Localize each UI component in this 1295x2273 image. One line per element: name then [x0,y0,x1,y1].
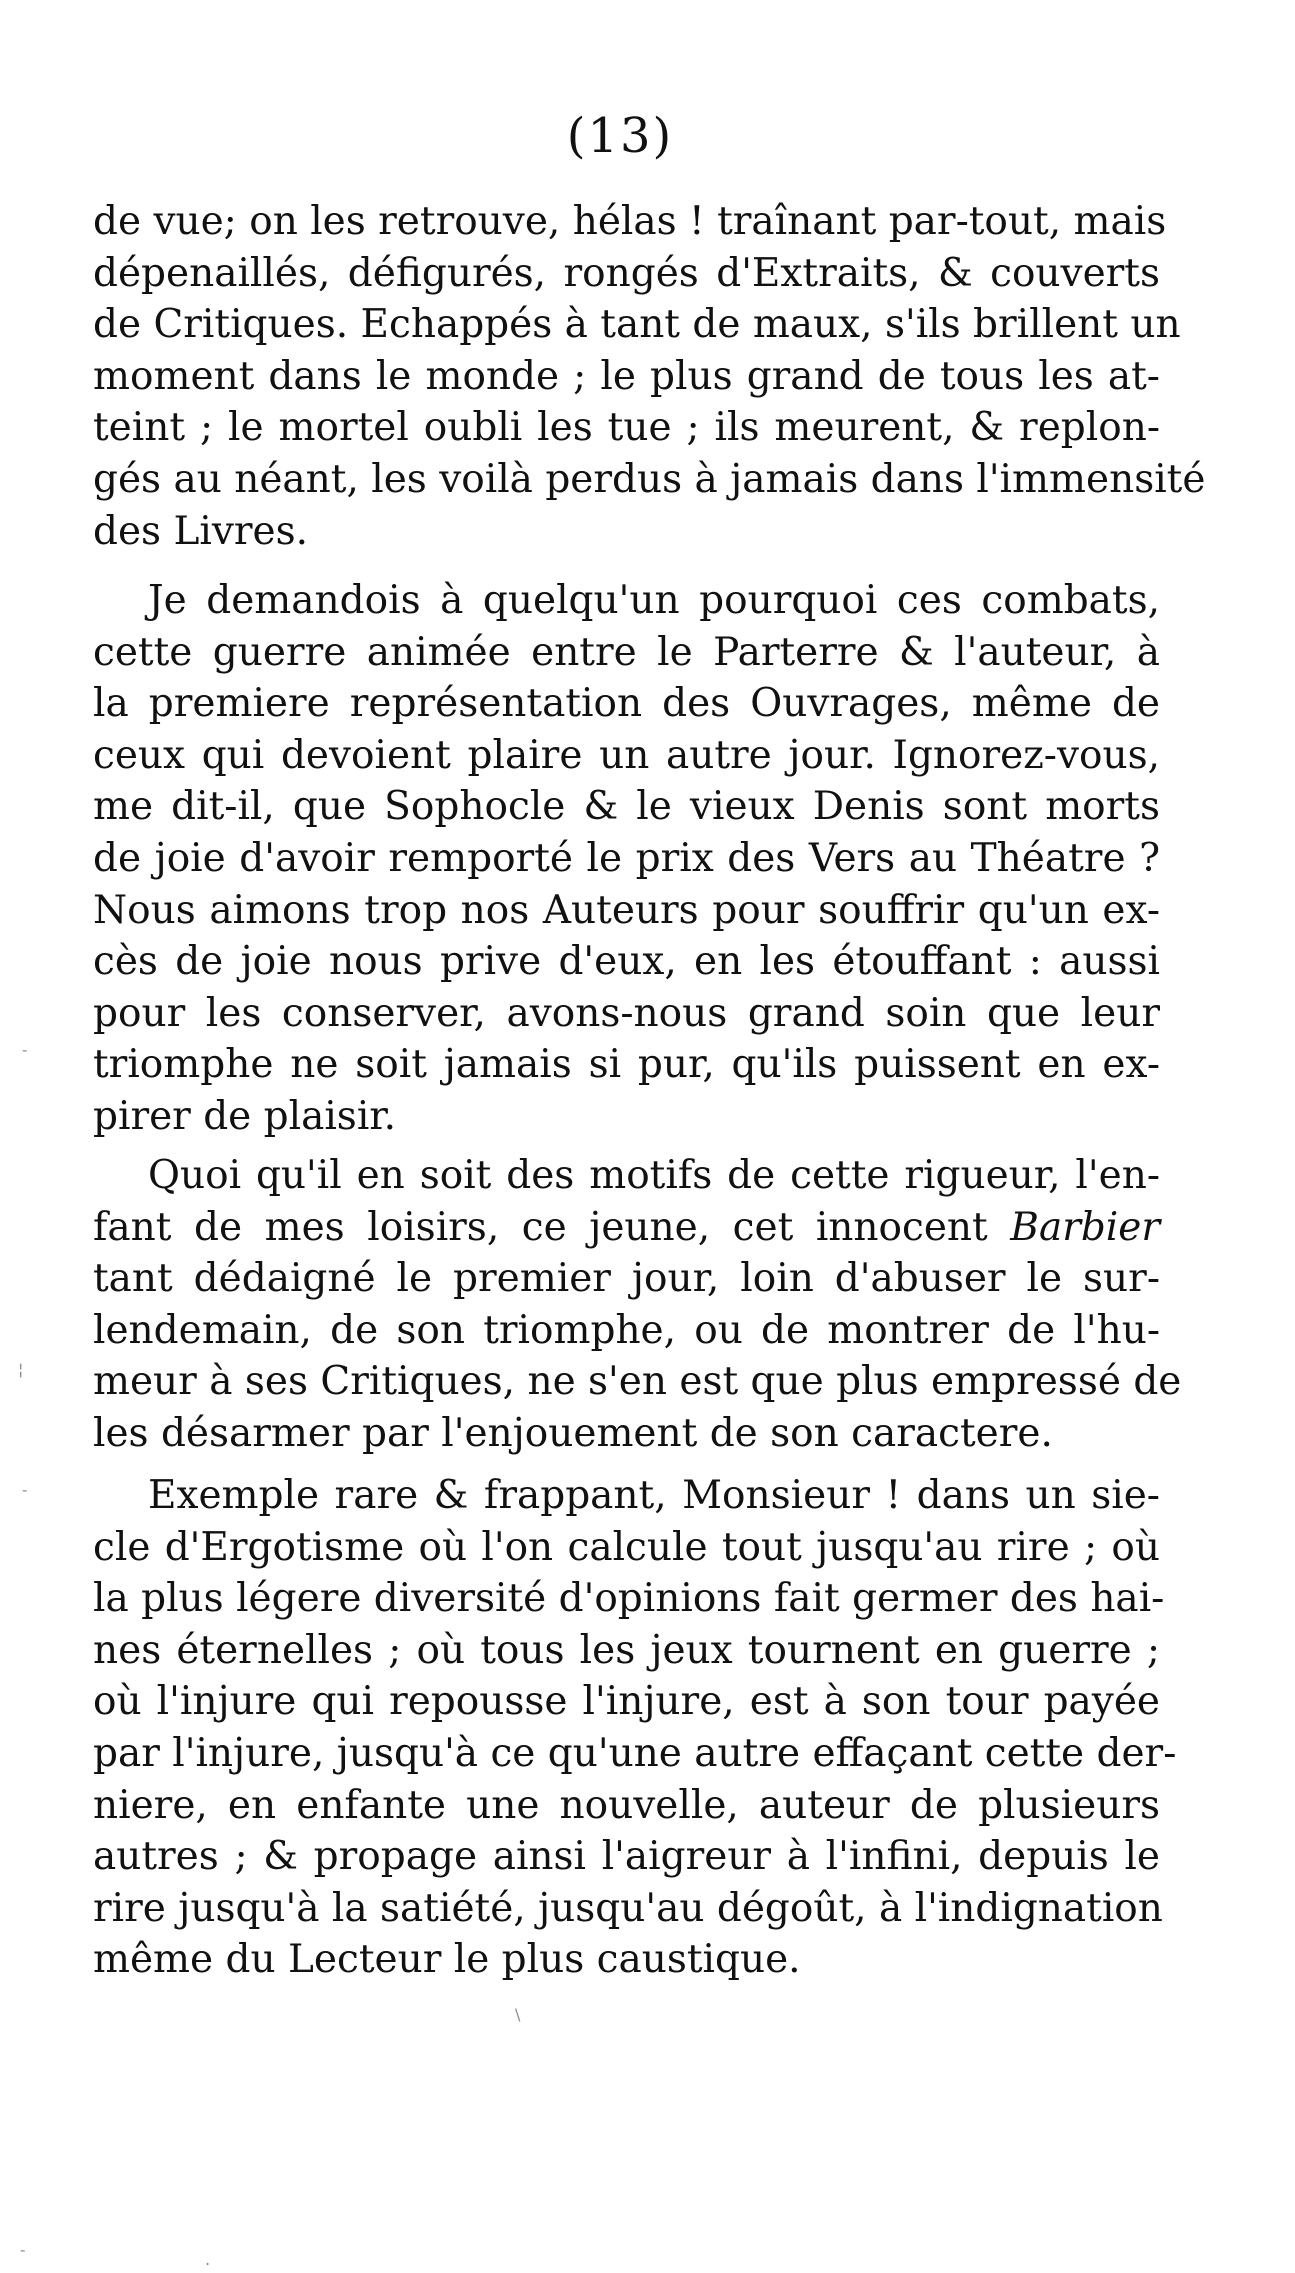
text-line: cès de joie nous prive d'eux, en les étouffant : aussi [93,939,1160,985]
text-line: Quoi qu'il en soit des motifs de cette rigueur, l'en- [148,1153,1160,1198]
text-line: nes éternelles ; où tous les jeux tournent en guerre ; [93,1627,1160,1673]
text-line: niere, en enfante une nouvelle, auteur de plusieurs [93,1782,1160,1828]
paragraph-2 [93,575,1160,1143]
text-line: autres ; & propage ainsi l'aigreur à l'infini, depuis le [93,1834,1160,1880]
paragraph-3 [93,1150,1182,1460]
text-line: des Livres. [93,508,308,554]
text-line: fant de mes loisirs, ce jeune, cet innocent Barbier [93,1204,1160,1250]
text-line: meur à ses Critiques, ne s'en est que plus empressé de [93,1359,1182,1405]
text-line: tant dédaigné le premier jour, loin d'abuser le sur- [93,1256,1160,1302]
text-line: dépenaillés, défigurés, rongés d'Extraits, & couverts [93,250,1160,296]
text-line: la premiere représentation des Ouvrages, même de [93,681,1160,727]
text-line: cle d'Ergotisme où l'on calcule tout jusqu'au rire ; où [93,1524,1160,1570]
paragraph-1 [93,196,1206,557]
italic-word: Barbier [1010,1204,1160,1250]
text-line: de joie d'avoir remporté le prix des Vers au Théatre ? [93,835,1160,881]
text-line: gés au néant, les voilà perdus à jamais dans l'immensité [93,456,1206,502]
print-speck: - [22,1480,28,1499]
text-line: Exemple rare & frappant, Monsieur ! dans un sie- [148,1473,1160,1518]
print-speck: ¦ [18,1360,24,1379]
text-line: les désarmer par l'enjouement de son caractere. [93,1410,1053,1456]
text-line: me dit-il, que Sophocle & le vieux Denis sont morts [93,784,1160,830]
text-line: triomphe ne soit jamais si pur, qu'ils puissent en ex- [93,1042,1160,1088]
text-line: la plus légere diversité d'opinions fait germer des hai- [93,1576,1165,1622]
print-speck: . [205,2250,211,2269]
text-line: ceux qui devoient plaire un autre jour. Ignorez-vous, [93,732,1160,778]
text-line: de Critiques. Echappés à tant de maux, s'ils brillent un [93,302,1181,348]
text-line: Nous aimons trop nos Auteurs pour souffrir qu'un ex- [93,887,1160,933]
text-line: teint ; le mortel oubli les tue ; ils meurent, & replon- [93,405,1160,451]
text-line: lendemain, de son triomphe, ou de montrer de l'hu- [93,1307,1160,1353]
text-line: cette guerre animée entre le Parterre & l'auteur, à [93,629,1160,675]
text-line: moment dans le monde ; le plus grand de tous les at- [93,353,1160,399]
text-line: même du Lecteur le plus caustique. [93,1937,801,1983]
text-line: par l'injure, jusqu'à ce qu'une autre effaçant cette der- [93,1730,1177,1776]
page-number: (13) [566,108,674,164]
text-line: pirer de plaisir. [93,1093,397,1139]
text-line: Je demandois à quelqu'un pourquoi ces combats, [148,578,1160,623]
paragraph-4 [93,1470,1177,1986]
print-speck: - [20,2240,26,2259]
text-line: rire jusqu'à la satiété, jusqu'au dégoût, à l'indignation [93,1885,1163,1931]
print-speck: \ [515,2005,521,2024]
text-line: où l'injure qui repousse l'injure, est à son tour payée [93,1679,1160,1725]
print-speck: - [22,1040,28,1059]
text-line: pour les conserver, avons-nous grand soin que leur [93,990,1160,1036]
text-line: de vue; on les retrouve, hélas ! traînant par-tout, mais [93,199,1167,244]
